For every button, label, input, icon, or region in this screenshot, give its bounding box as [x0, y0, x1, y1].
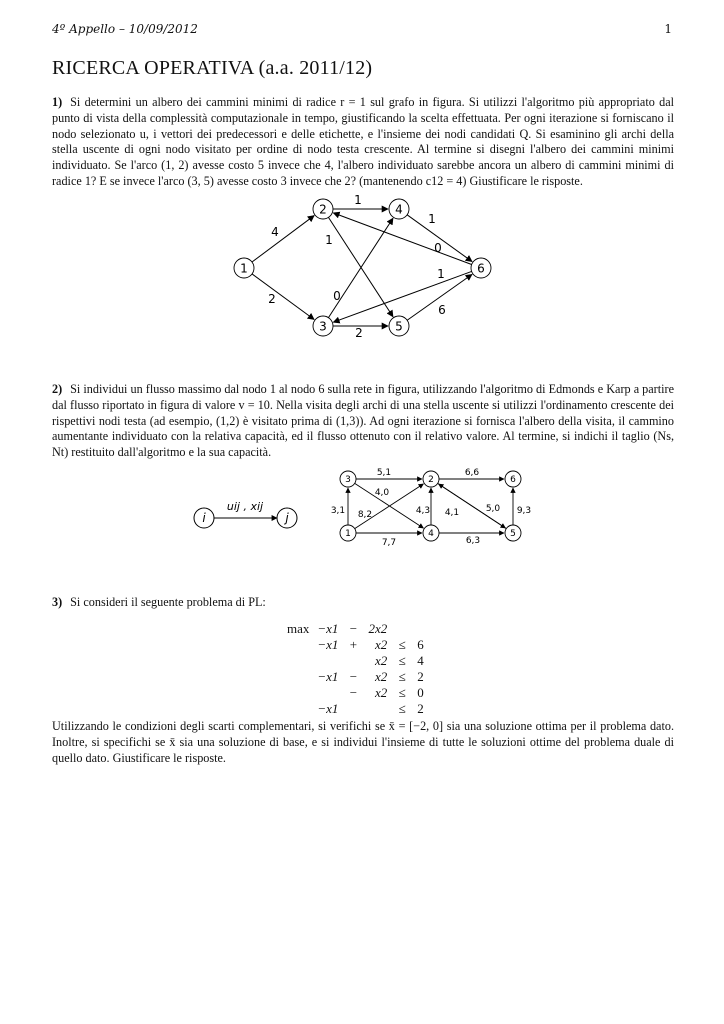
question-3-intro [52, 595, 674, 611]
lp-term [364, 701, 391, 717]
page-title: RICERCA OPERATIVA (a.a. 2011/12) [52, 57, 373, 79]
lp-rhs: 2 [417, 701, 424, 716]
edge-label: 0 [434, 241, 442, 255]
lp-rhs: 0 [417, 685, 424, 700]
lp-rhs: 2 [417, 669, 424, 684]
node-label: 2 [428, 475, 434, 486]
question-3-number: 3) [52, 595, 63, 609]
node-label: 6 [477, 261, 485, 276]
edge-label: 4,3 [415, 506, 431, 516]
edge-label: 1 [325, 233, 333, 247]
lp-relation: ≤ [398, 653, 406, 668]
lp-term [313, 685, 342, 701]
edge-label: 0 [333, 289, 341, 303]
lp-term: −x1 [317, 621, 339, 636]
lp-operator: + [349, 637, 358, 652]
lp-rhs: 6 [417, 637, 424, 652]
lp-term: −x1 [317, 701, 339, 716]
lp-rhs: 4 [417, 653, 424, 668]
question-3-intro-text: Si consideri il seguente problema di PL: [70, 595, 266, 609]
legend-head-label: j [285, 511, 289, 525]
lp-operator: − [349, 621, 358, 636]
node-label: 1 [240, 261, 248, 276]
question-3-text: Utilizzando le condizioni degli scarti complementari, si verifichi se x̄ = [−2, 0] sia una soluzione ottima per il problema dato. Inoltre, si specifichi se x̄ sia una soluzione di base, e si individui l'insieme di tutte le soluzioni ottime del problema duale di quello dato. Giustificare le risposte. [52, 719, 674, 765]
lp-term: x2 [374, 637, 388, 652]
edge-label: 5,0 [485, 504, 501, 514]
edge-label: 6,3 [465, 536, 481, 546]
node-label: 3 [319, 319, 327, 334]
question-1-text: Si determini un albero dei cammini minimi di radice r = 1 sul grafo in figura. Si utilizzi l'algoritmo più appropriato dal punto di vista della complessità computazionale in tempo, giustificando la scelta effettuata. Per ogni iterazione si forniscano il nodo selezionato u, i vettori dei predecessori e delle etichette, e l'insieme dei nodi candidati Q. Si esaminino gli archi della stella uscente di ogni nodo visitato per ordine di nodo testa crescente. Al termine si disegni l'albero dei cammini minimi individuato. Se l'arco (1, 2) avesse costo 5 invece che 4, l'albero individuato sarebbe ancora un albero di cammini minimi di radice 1? E se invece l'arco (3, 5) avesse costo 3 invece che 2? (mantenendo c12 = 4) Giustificare le risposte. [52, 95, 674, 188]
lp-operator: − [349, 669, 358, 684]
lp-relation: ≤ [398, 637, 406, 652]
lp-operator [342, 701, 364, 717]
lp-term: x2 [374, 669, 388, 684]
lp-term: −x1 [317, 669, 339, 684]
legend-arc-label: uij , xij [226, 500, 264, 513]
graph-edge [252, 274, 314, 320]
node-label: 5 [395, 319, 403, 334]
lp-sense: max [287, 621, 310, 636]
edge-label: 4,1 [444, 508, 460, 518]
node-label: 2 [319, 202, 327, 217]
lp-relation: ≤ [398, 701, 406, 716]
edge-label: 2 [268, 292, 276, 306]
edge-label: 3,1 [330, 506, 346, 516]
node-label: 6 [510, 475, 516, 486]
shortest-path-graph [220, 192, 520, 347]
edge-label: 5,1 [376, 468, 392, 478]
edge-label: 4,0 [374, 488, 390, 498]
flow-network [325, 462, 535, 552]
lp-constraint [283, 653, 428, 669]
lp-term [313, 653, 342, 669]
question-1 [52, 95, 674, 190]
arc-legend [185, 495, 305, 540]
lp-term: −x1 [317, 637, 339, 652]
edge-label: 4 [271, 225, 279, 239]
question-2-number: 2) [52, 382, 63, 396]
lp-term: x2 [374, 653, 388, 668]
legend-tail-label: i [202, 511, 206, 525]
lp-operator: − [349, 685, 358, 700]
lp-constraint [283, 701, 428, 717]
question-2-text: Si individui un flusso massimo dal nodo 1 al nodo 6 sulla rete in figura, utilizzando l'algoritmo di Edmonds e Karp a partire dal flusso riportato in figura di valore v = 10. Nella visita degli archi di una stella uscente si utilizzi l'ordinamento crescente dei rispettivi nodi testa (ad esempio, (1,2) è visitato prima di (1,3)). Ad ogni iterazione si fornisca l'albero della visita, il cammino aumentante individuato con la relativa capacità, ed il flusso ottenuto con il relativo valore. Al termine, si indichi il taglio (Ns, Nt) restituito dall'algoritmo e la sua capacità. [52, 382, 674, 460]
question-1-number: 1) [52, 95, 63, 109]
node-label: 4 [395, 202, 403, 217]
edge-label: 2 [355, 326, 363, 340]
edge-label: 7,7 [381, 538, 397, 548]
lp-problem [283, 621, 428, 717]
lp-term: 2x2 [368, 621, 388, 636]
edge-label: 1 [354, 193, 362, 207]
question-2 [52, 382, 674, 461]
edge-label: 1 [428, 212, 436, 226]
lp-relation: ≤ [398, 685, 406, 700]
node-label: 5 [510, 529, 516, 540]
graph-edge [252, 216, 314, 262]
lp-constraint [283, 669, 428, 685]
edge-label: 1 [437, 267, 445, 281]
lp-relation: ≤ [398, 669, 406, 684]
node-label: 4 [428, 529, 434, 540]
lp-constraint [283, 685, 428, 701]
lp-term: x2 [374, 685, 388, 700]
edge-label: 6,6 [464, 468, 480, 478]
page-header [52, 22, 672, 36]
page-number: 1 [664, 22, 672, 36]
edge-label: 9,3 [516, 506, 532, 516]
edge-label: 6 [438, 303, 446, 317]
node-label: 1 [345, 529, 351, 540]
lp-operator [342, 653, 364, 669]
lp-objective [283, 621, 428, 637]
edge-label: 8,2 [357, 510, 373, 520]
node-label: 3 [345, 475, 351, 486]
lp-constraint [283, 637, 428, 653]
exam-date: 4º Appello – 10/09/2012 [52, 22, 198, 36]
